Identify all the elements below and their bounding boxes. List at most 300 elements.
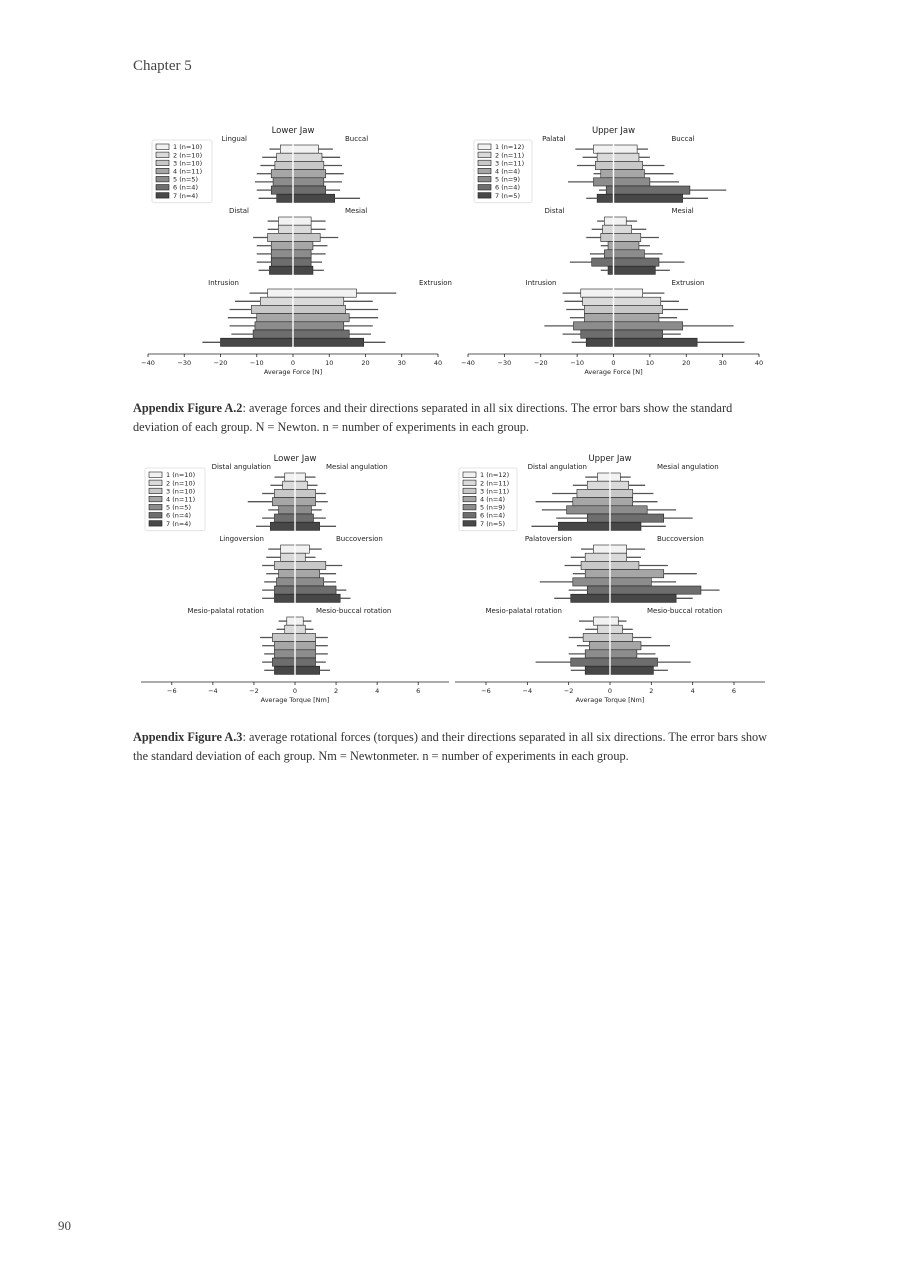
bar-positive bbox=[614, 194, 683, 202]
bar-positive bbox=[293, 178, 324, 186]
figure-a2-caption-label: Appendix Figure A.2 bbox=[133, 401, 243, 415]
bar-positive bbox=[293, 250, 311, 258]
bar-negative bbox=[567, 506, 610, 514]
bar-negative bbox=[585, 570, 610, 578]
x-tick-label: −10 bbox=[249, 359, 264, 367]
legend-entry-label: 1 (n=10) bbox=[173, 143, 203, 152]
direction-label-positive: Mesial bbox=[671, 207, 694, 215]
bar-negative bbox=[271, 242, 293, 250]
x-tick-label: 40 bbox=[433, 359, 443, 367]
bar-positive bbox=[295, 666, 320, 674]
chart-panel-upper-jaw bbox=[455, 454, 765, 704]
x-tick-label: 10 bbox=[645, 359, 655, 367]
direction-label-positive: Mesio-buccal rotation bbox=[647, 607, 723, 615]
direction-label-positive: Mesial bbox=[345, 207, 368, 215]
bar-negative bbox=[593, 617, 610, 625]
bar-positive bbox=[614, 153, 639, 161]
direction-label-positive: Buccoversion bbox=[336, 535, 383, 543]
x-tick-label: 0 bbox=[292, 687, 298, 695]
legend-entry-label: 1 (n=10) bbox=[166, 471, 196, 480]
bar-negative bbox=[277, 153, 293, 161]
legend-swatch bbox=[478, 160, 491, 166]
legend-swatch bbox=[149, 480, 162, 486]
bar-positive bbox=[610, 578, 651, 586]
bar-negative bbox=[274, 489, 295, 497]
x-axis-label: Average Force [N] bbox=[584, 368, 643, 376]
x-tick-label: −20 bbox=[213, 359, 228, 367]
bar-positive bbox=[293, 322, 344, 330]
bar-negative bbox=[283, 481, 295, 489]
bar-positive bbox=[614, 322, 683, 330]
x-tick-label: 0 bbox=[607, 687, 613, 695]
bar-positive bbox=[614, 289, 643, 297]
legend-swatch bbox=[478, 185, 491, 191]
bar-positive bbox=[295, 489, 316, 497]
bar-positive bbox=[610, 570, 664, 578]
legend-swatch bbox=[149, 472, 162, 478]
direction-label-positive: Buccal bbox=[671, 135, 695, 143]
legend-swatch bbox=[149, 521, 162, 527]
bar-negative bbox=[257, 314, 293, 322]
legend-swatch bbox=[463, 504, 476, 510]
direction-label-positive: Mesio-buccal rotation bbox=[316, 607, 392, 615]
legend-entry-label: 6 (n=4) bbox=[495, 183, 520, 192]
bar-positive bbox=[295, 498, 316, 506]
bar-negative bbox=[287, 617, 295, 625]
bar-positive bbox=[295, 586, 336, 594]
bar-negative bbox=[277, 578, 295, 586]
bar-negative bbox=[281, 553, 295, 561]
legend-swatch bbox=[463, 480, 476, 486]
bar-positive bbox=[614, 145, 638, 153]
x-tick-label: −2 bbox=[249, 687, 259, 695]
bar-positive bbox=[614, 338, 698, 346]
page-number: 90 bbox=[58, 1218, 71, 1233]
bar-positive bbox=[614, 266, 656, 274]
legend-entry-label: 4 (n=4) bbox=[495, 167, 520, 176]
direction-label-negative: Lingoversion bbox=[219, 535, 264, 543]
chart-panel-lower-jaw bbox=[141, 454, 449, 704]
legend-swatch bbox=[149, 513, 162, 519]
figure-a3-chart bbox=[0, 448, 905, 713]
bar-positive bbox=[610, 586, 701, 594]
x-tick-label: 2 bbox=[333, 687, 339, 695]
bar-negative bbox=[601, 233, 614, 241]
bar-positive bbox=[614, 258, 659, 266]
bar-negative bbox=[573, 322, 613, 330]
direction-label-negative: Intrusion bbox=[525, 279, 557, 287]
legend-swatch bbox=[478, 144, 491, 150]
bar-positive bbox=[293, 217, 311, 225]
bar-negative bbox=[598, 473, 610, 481]
bar-positive bbox=[293, 258, 311, 266]
legend bbox=[145, 468, 205, 531]
direction-label-negative: Distal angulation bbox=[527, 463, 587, 471]
x-axis-label: Average Torque [Nm] bbox=[260, 696, 330, 704]
legend-entry-label: 2 (n=10) bbox=[166, 479, 196, 488]
bar-negative bbox=[251, 305, 293, 313]
bar-positive bbox=[293, 161, 324, 169]
legend-entry-label: 6 (n=4) bbox=[173, 183, 198, 192]
legend-swatch bbox=[478, 193, 491, 199]
x-tick-label: 30 bbox=[718, 359, 727, 367]
bar-positive bbox=[295, 481, 307, 489]
x-tick-label: 4 bbox=[375, 687, 380, 695]
bar-negative bbox=[558, 522, 610, 530]
bar-positive bbox=[293, 297, 344, 305]
x-tick-label: 30 bbox=[397, 359, 406, 367]
bar-negative bbox=[285, 625, 295, 633]
bar-positive bbox=[610, 650, 637, 658]
bar-positive bbox=[610, 553, 627, 561]
x-tick-label: 6 bbox=[416, 687, 421, 695]
direction-label-positive: Extrusion bbox=[419, 279, 452, 287]
x-tick-label: −2 bbox=[563, 687, 574, 695]
figure-a2-caption bbox=[133, 399, 773, 437]
legend-swatch bbox=[156, 152, 169, 158]
bar-positive bbox=[614, 186, 690, 194]
bar-positive bbox=[610, 473, 620, 481]
bar-negative bbox=[280, 145, 293, 153]
x-axis-label: Average Torque [Nm] bbox=[575, 696, 645, 704]
legend-swatch bbox=[156, 185, 169, 191]
legend-swatch bbox=[463, 472, 476, 478]
bar-negative bbox=[583, 297, 614, 305]
legend-entry-label: 3 (n=11) bbox=[495, 159, 525, 168]
figure-a2-chart bbox=[0, 120, 905, 385]
bar-negative bbox=[281, 545, 295, 553]
direction-label-negative: Lingual bbox=[221, 135, 247, 143]
bar-positive bbox=[614, 305, 663, 313]
direction-label-negative: Mesio-palatal rotation bbox=[187, 607, 264, 615]
bar-negative bbox=[597, 194, 613, 202]
legend-swatch bbox=[149, 504, 162, 510]
bar-positive bbox=[610, 498, 633, 506]
bar-negative bbox=[274, 650, 295, 658]
bar-negative bbox=[608, 266, 613, 274]
bar-positive bbox=[295, 522, 320, 530]
bar-negative bbox=[274, 594, 295, 602]
bar-negative bbox=[581, 330, 614, 338]
bar-negative bbox=[269, 266, 293, 274]
legend-entry-label: 1 (n=12) bbox=[480, 471, 510, 480]
bar-negative bbox=[279, 570, 295, 578]
bar-positive bbox=[614, 170, 645, 178]
bar-negative bbox=[604, 250, 613, 258]
bar-positive bbox=[295, 594, 340, 602]
bar-positive bbox=[295, 514, 313, 522]
bar-positive bbox=[293, 145, 318, 153]
bar-positive bbox=[293, 314, 349, 322]
direction-label-negative: Distal angulation bbox=[211, 463, 271, 471]
direction-label-positive: Buccoversion bbox=[657, 535, 704, 543]
legend-entry-label: 2 (n=11) bbox=[495, 151, 525, 160]
bar-negative bbox=[279, 217, 294, 225]
bar-positive bbox=[293, 330, 349, 338]
bar-negative bbox=[592, 258, 614, 266]
bar-positive bbox=[610, 633, 633, 641]
bar-negative bbox=[271, 258, 293, 266]
panel-title: Lower Jaw bbox=[271, 126, 315, 136]
bar-positive bbox=[293, 186, 326, 194]
legend-entry-label: 1 (n=12) bbox=[495, 143, 525, 152]
bar-negative bbox=[253, 330, 293, 338]
bar-positive bbox=[610, 489, 633, 497]
direction-label-negative: Intrusion bbox=[208, 279, 239, 287]
bar-negative bbox=[272, 498, 295, 506]
bar-negative bbox=[255, 322, 293, 330]
direction-label-positive: Buccal bbox=[345, 135, 369, 143]
legend-entry-label: 6 (n=4) bbox=[480, 511, 505, 520]
chart-panel-lower-jaw bbox=[141, 126, 452, 376]
bar-positive bbox=[293, 170, 326, 178]
bar-positive bbox=[610, 506, 647, 514]
bar-negative bbox=[274, 586, 295, 594]
bar-negative bbox=[274, 561, 295, 569]
figure-a3-caption-text: : average rotational forces (torques) and their directions separated in all six directions. The error bars show the standard deviation of each group. Nm = Newtonmeter. n = number of experiments in each group. bbox=[133, 730, 768, 763]
bar-positive bbox=[295, 642, 316, 650]
bar-negative bbox=[593, 178, 613, 186]
bar-negative bbox=[601, 170, 614, 178]
bar-negative bbox=[268, 233, 293, 241]
panel-title: Upper Jaw bbox=[588, 454, 632, 464]
figure-a3-caption bbox=[133, 728, 773, 766]
x-tick-label: 0 bbox=[611, 359, 616, 367]
bar-negative bbox=[606, 186, 613, 194]
legend-swatch bbox=[156, 176, 169, 182]
legend-entry-label: 5 (n=5) bbox=[166, 503, 191, 512]
x-tick-label: 0 bbox=[290, 359, 296, 367]
bar-negative bbox=[604, 217, 613, 225]
x-tick-label: −6 bbox=[481, 687, 491, 695]
legend-entry-label: 3 (n=10) bbox=[173, 159, 203, 168]
x-axis-label: Average Force [N] bbox=[263, 368, 323, 376]
bar-negative bbox=[285, 473, 295, 481]
bar-positive bbox=[295, 650, 316, 658]
bar-negative bbox=[587, 586, 610, 594]
legend-entry-label: 4 (n=11) bbox=[173, 167, 203, 176]
bar-negative bbox=[595, 161, 613, 169]
direction-label-negative: Distal bbox=[544, 207, 565, 215]
bar-negative bbox=[272, 633, 295, 641]
legend bbox=[152, 140, 212, 203]
legend-swatch bbox=[156, 160, 169, 166]
bar-negative bbox=[593, 145, 613, 153]
legend-entry-label: 7 (n=5) bbox=[495, 191, 520, 200]
bar-positive bbox=[295, 570, 320, 578]
bar-positive bbox=[614, 314, 659, 322]
bar-positive bbox=[293, 289, 356, 297]
legend-swatch bbox=[156, 144, 169, 150]
x-tick-label: −6 bbox=[167, 687, 177, 695]
bar-positive bbox=[295, 473, 305, 481]
bar-negative bbox=[277, 194, 293, 202]
legend-entry-label: 3 (n=10) bbox=[166, 487, 196, 496]
direction-label-negative: Distal bbox=[229, 207, 249, 215]
x-tick-label: −30 bbox=[177, 359, 192, 367]
legend bbox=[474, 140, 532, 203]
bar-positive bbox=[293, 194, 335, 202]
bar-negative bbox=[583, 633, 610, 641]
bar-negative bbox=[279, 506, 295, 514]
bar-positive bbox=[293, 242, 313, 250]
legend-swatch bbox=[463, 513, 476, 519]
bar-positive bbox=[293, 225, 311, 233]
bar-negative bbox=[577, 489, 610, 497]
bar-negative bbox=[268, 289, 293, 297]
x-tick-label: 2 bbox=[649, 687, 654, 695]
bar-positive bbox=[614, 233, 641, 241]
bar-negative bbox=[571, 658, 610, 666]
x-tick-label: 40 bbox=[754, 359, 764, 367]
x-tick-label: −40 bbox=[141, 359, 155, 367]
legend-entry-label: 4 (n=11) bbox=[166, 495, 196, 504]
bar-positive bbox=[610, 625, 622, 633]
bar-negative bbox=[274, 666, 295, 674]
bar-negative bbox=[585, 553, 610, 561]
bar-positive bbox=[610, 666, 653, 674]
bar-positive bbox=[614, 178, 650, 186]
bar-negative bbox=[584, 314, 613, 322]
legend bbox=[459, 468, 517, 531]
bar-negative bbox=[573, 578, 610, 586]
x-tick-label: −4 bbox=[208, 687, 218, 695]
bar-negative bbox=[274, 642, 295, 650]
bar-negative bbox=[589, 642, 610, 650]
bar-negative bbox=[270, 522, 295, 530]
bar-positive bbox=[610, 617, 618, 625]
legend-entry-label: 2 (n=10) bbox=[173, 151, 203, 160]
bar-negative bbox=[271, 170, 293, 178]
x-tick-label: 6 bbox=[731, 687, 737, 695]
bar-positive bbox=[293, 305, 346, 313]
bar-positive bbox=[295, 617, 303, 625]
bar-negative bbox=[581, 561, 610, 569]
bar-positive bbox=[610, 658, 658, 666]
legend-entry-label: 2 (n=11) bbox=[480, 479, 510, 488]
chart-panel-upper-jaw bbox=[461, 126, 763, 376]
legend-entry-label: 6 (n=4) bbox=[166, 511, 191, 520]
legend-swatch bbox=[478, 168, 491, 174]
bar-negative bbox=[221, 338, 294, 346]
bar-positive bbox=[610, 545, 627, 553]
bar-positive bbox=[610, 642, 641, 650]
bar-positive bbox=[295, 578, 324, 586]
bar-positive bbox=[295, 561, 326, 569]
bar-positive bbox=[610, 522, 641, 530]
bar-positive bbox=[295, 625, 305, 633]
bar-positive bbox=[614, 250, 645, 258]
bar-positive bbox=[614, 161, 643, 169]
legend-swatch bbox=[463, 496, 476, 502]
direction-label-positive: Extrusion bbox=[671, 279, 705, 287]
legend-swatch bbox=[156, 193, 169, 199]
legend-swatch bbox=[478, 176, 491, 182]
x-tick-label: −40 bbox=[461, 359, 475, 367]
bar-negative bbox=[586, 338, 613, 346]
direction-label-negative: Palatoversion bbox=[524, 535, 572, 543]
chapter-header: Chapter 5 bbox=[133, 58, 192, 74]
x-tick-label: 10 bbox=[325, 359, 334, 367]
direction-label-positive: Mesial angulation bbox=[326, 463, 388, 471]
bar-negative bbox=[585, 666, 610, 674]
bar-negative bbox=[279, 225, 294, 233]
direction-label-negative: Mesio-palatal rotation bbox=[485, 607, 562, 615]
x-tick-label: 20 bbox=[682, 359, 691, 367]
bar-positive bbox=[293, 266, 313, 274]
bar-negative bbox=[587, 481, 610, 489]
bar-positive bbox=[293, 338, 364, 346]
bar-negative bbox=[597, 153, 613, 161]
bar-negative bbox=[584, 305, 613, 313]
legend-entry-label: 4 (n=4) bbox=[480, 495, 505, 504]
bar-negative bbox=[571, 594, 610, 602]
legend-entry-label: 5 (n=9) bbox=[495, 175, 520, 184]
bar-negative bbox=[272, 658, 295, 666]
legend-entry-label: 5 (n=5) bbox=[173, 175, 198, 184]
legend-swatch bbox=[156, 168, 169, 174]
bar-positive bbox=[614, 242, 639, 250]
bar-negative bbox=[608, 242, 613, 250]
bar-positive bbox=[610, 561, 639, 569]
bar-positive bbox=[295, 658, 316, 666]
bar-negative bbox=[585, 650, 610, 658]
bar-negative bbox=[587, 514, 610, 522]
bar-positive bbox=[293, 153, 322, 161]
figure-a3-caption-label: Appendix Figure A.3 bbox=[133, 730, 243, 744]
bar-positive bbox=[610, 594, 676, 602]
x-tick-label: −20 bbox=[533, 359, 548, 367]
bar-negative bbox=[274, 514, 295, 522]
bar-positive bbox=[614, 297, 661, 305]
legend-swatch bbox=[478, 152, 491, 158]
bar-positive bbox=[295, 633, 316, 641]
legend-entry-label: 3 (n=11) bbox=[480, 487, 510, 496]
x-tick-label: 20 bbox=[361, 359, 370, 367]
bar-negative bbox=[273, 178, 293, 186]
x-tick-label: 4 bbox=[690, 687, 695, 695]
bar-negative bbox=[581, 289, 614, 297]
legend-swatch bbox=[149, 488, 162, 494]
x-tick-label: −10 bbox=[570, 359, 584, 367]
bar-negative bbox=[260, 297, 293, 305]
bar-positive bbox=[614, 225, 632, 233]
x-tick-label: −4 bbox=[522, 687, 533, 695]
bar-positive bbox=[610, 481, 629, 489]
legend-entry-label: 7 (n=4) bbox=[173, 191, 198, 200]
bar-positive bbox=[293, 233, 320, 241]
legend-swatch bbox=[463, 488, 476, 494]
legend-entry-label: 7 (n=4) bbox=[166, 519, 191, 528]
x-tick-label: −30 bbox=[497, 359, 512, 367]
bar-positive bbox=[614, 330, 663, 338]
bar-negative bbox=[573, 498, 610, 506]
bar-negative bbox=[603, 225, 614, 233]
panel-title: Lower Jaw bbox=[273, 454, 317, 464]
legend-swatch bbox=[149, 496, 162, 502]
legend-swatch bbox=[463, 521, 476, 527]
bar-positive bbox=[295, 553, 305, 561]
bar-positive bbox=[295, 506, 311, 514]
panel-title: Upper Jaw bbox=[591, 126, 636, 136]
bar-positive bbox=[610, 514, 664, 522]
bar-negative bbox=[593, 545, 610, 553]
bar-negative bbox=[598, 625, 610, 633]
bar-negative bbox=[275, 161, 293, 169]
figure-a2-caption-text: : average forces and their directions separated in all six directions. The error bars show the standard deviation of each group. N = Newton. n = number of experiments in each group. bbox=[133, 401, 733, 434]
bar-negative bbox=[271, 186, 293, 194]
direction-label-positive: Mesial angulation bbox=[657, 463, 719, 471]
